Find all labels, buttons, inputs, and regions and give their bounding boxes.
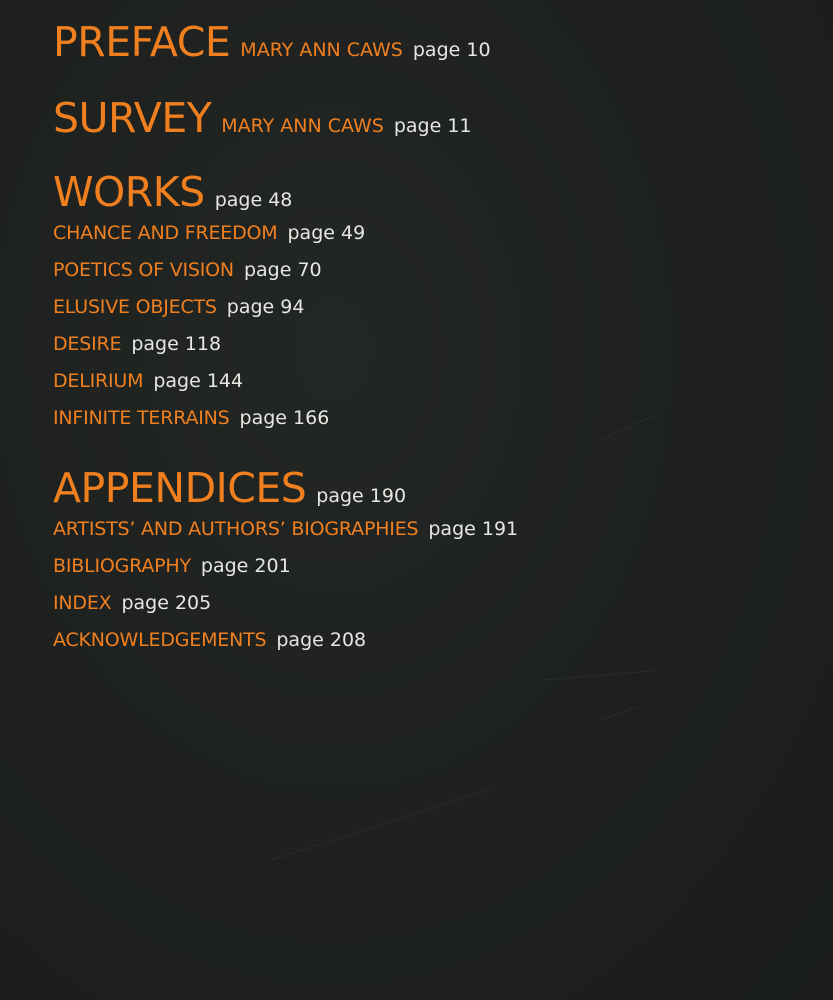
page-reference: page 205 [121, 592, 212, 614]
page-reference: page 201 [200, 555, 291, 577]
section-author: MARY ANN CAWS [221, 115, 384, 137]
page-reference: page 208 [276, 629, 367, 651]
section-title: WORKS [53, 168, 205, 216]
toc-entry[interactable] [53, 557, 291, 576]
toc-entry[interactable] [53, 594, 211, 613]
page-reference: page 144 [153, 370, 244, 392]
section-author: MARY ANN CAWS [240, 39, 403, 61]
toc-entry[interactable] [53, 335, 221, 354]
toc-entry[interactable] [53, 409, 329, 428]
page-reference: page 70 [243, 259, 322, 281]
page-reference: page 94 [226, 296, 305, 318]
page-reference: page 191 [428, 518, 519, 540]
page-reference: page 166 [239, 407, 330, 429]
surface-scratch [270, 789, 489, 861]
toc-entry[interactable] [53, 224, 365, 243]
entry-label: INDEX [53, 592, 112, 614]
toc-section-survey[interactable] [53, 94, 472, 142]
toc-section-preface[interactable] [53, 18, 491, 66]
toc-entry[interactable] [53, 261, 322, 280]
surface-scratch [600, 415, 655, 441]
section-title: PREFACE [53, 18, 231, 66]
section-title: SURVEY [53, 94, 212, 142]
entry-label: CHANCE AND FREEDOM [53, 222, 278, 244]
toc-entry[interactable] [53, 372, 243, 391]
toc-entry[interactable] [53, 631, 366, 650]
page-reference: page 49 [287, 222, 366, 244]
entry-label: INFINITE TERRAINS [53, 407, 230, 429]
entry-label: BIBLIOGRAPHY [53, 555, 191, 577]
entry-label: ACKNOWLEDGEMENTS [53, 629, 267, 651]
page-reference: page 48 [214, 189, 293, 211]
page-reference: page 190 [316, 485, 407, 507]
surface-scratch [540, 670, 660, 681]
surface-scratch [600, 706, 638, 721]
page-reference: page 11 [393, 115, 472, 137]
entry-label: POETICS OF VISION [53, 259, 234, 281]
page-reference: page 10 [412, 39, 491, 61]
toc-section-works[interactable] [53, 168, 293, 216]
entry-label: DESIRE [53, 333, 122, 355]
toc-section-appendices[interactable] [53, 464, 407, 512]
entry-label: DELIRIUM [53, 370, 144, 392]
toc-entry[interactable] [53, 520, 518, 539]
entry-label: ELUSIVE OBJECTS [53, 296, 217, 318]
toc-entry[interactable] [53, 298, 304, 317]
page-reference: page 118 [131, 333, 222, 355]
section-title: APPENDICES [53, 464, 307, 512]
entry-label: ARTISTS’ AND AUTHORS’ BIOGRAPHIES [53, 518, 419, 540]
